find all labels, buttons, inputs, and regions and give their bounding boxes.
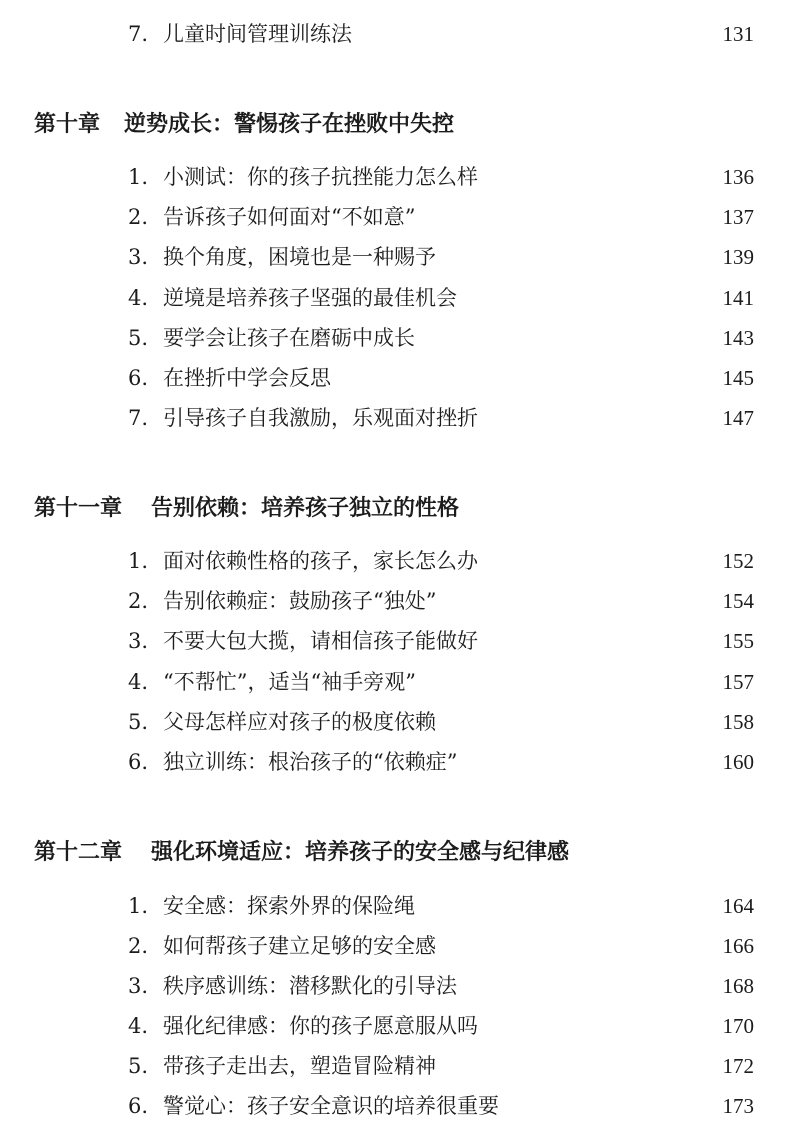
entry-title: 独立训练：根治孩子的“依赖症” [163, 750, 458, 774]
entry-number: 6. [128, 750, 149, 774]
chapter-label: 第十章 [34, 111, 101, 137]
entry-title: 安全感：探索外界的保险绳 [163, 894, 415, 918]
toc-entry [0, 1046, 790, 1086]
entry-number: 5. [128, 710, 149, 734]
entry-number: 4. [128, 286, 149, 310]
entry-number: 7. [128, 22, 149, 46]
entry-title: 儿童时间管理训练法 [163, 22, 352, 46]
chapter-label: 第十一章 [34, 495, 123, 521]
entry-title: “不帮忙”，适当“袖手旁观” [163, 670, 416, 694]
entry-page-number: 157 [722, 670, 754, 694]
entry-number: 1. [128, 165, 149, 189]
toc-entry [0, 197, 790, 237]
entry-page-number: 173 [722, 1094, 754, 1118]
entry-page-number: 172 [722, 1054, 754, 1078]
entry-page-number: 143 [722, 326, 754, 350]
toc-entry [0, 926, 790, 966]
entry-number: 5. [128, 326, 149, 350]
entry-number: 3. [128, 974, 149, 998]
toc-entry [0, 541, 790, 581]
chapter-heading [0, 832, 790, 872]
entry-page-number: 168 [722, 974, 754, 998]
toc-entry [0, 621, 790, 661]
toc-entry [0, 581, 790, 621]
entry-number: 2. [128, 205, 149, 229]
entry-number: 6. [128, 366, 149, 390]
entry-number: 6. [128, 1094, 149, 1118]
chapter-heading [0, 488, 790, 528]
chapter-label: 第十二章 [34, 839, 123, 865]
entry-title: 不要大包大揽，请相信孩子能做好 [163, 629, 478, 653]
entry-page-number: 158 [722, 710, 754, 734]
entry-number: 3. [128, 245, 149, 269]
chapter-title: 逆势成长：警惕孩子在挫败中失控 [124, 111, 455, 137]
entry-page-number: 170 [722, 1014, 754, 1038]
toc-entry [0, 398, 790, 438]
toc-entry [0, 702, 790, 742]
entry-page-number: 139 [722, 245, 754, 269]
entry-page-number: 154 [722, 589, 754, 613]
entry-number: 1. [128, 894, 149, 918]
toc-entry [0, 1086, 790, 1126]
entry-page-number: 147 [722, 406, 754, 430]
entry-title: 如何帮孩子建立足够的安全感 [163, 934, 436, 958]
entry-number: 2. [128, 589, 149, 613]
entry-page-number: 152 [722, 549, 754, 573]
entry-page-number: 141 [722, 286, 754, 310]
entry-page-number: 131 [722, 22, 754, 46]
entry-page-number: 137 [722, 205, 754, 229]
entry-title: 小测试：你的孩子抗挫能力怎么样 [163, 165, 478, 189]
toc-entry [0, 318, 790, 358]
entry-title: 面对依赖性格的孩子，家长怎么办 [163, 549, 478, 573]
entry-title: 在挫折中学会反思 [163, 366, 331, 390]
toc-entry [0, 886, 790, 926]
toc-entry [0, 662, 790, 702]
entry-title: 告别依赖症：鼓励孩子“独处” [163, 589, 437, 613]
entry-title: 强化纪律感：你的孩子愿意服从吗 [163, 1014, 478, 1038]
toc-entry [0, 14, 790, 54]
entry-page-number: 166 [722, 934, 754, 958]
entry-number: 4. [128, 1014, 149, 1038]
entry-number: 4. [128, 670, 149, 694]
entry-title: 带孩子走出去，塑造冒险精神 [163, 1054, 436, 1078]
entry-page-number: 160 [722, 750, 754, 774]
toc-entry [0, 966, 790, 1006]
chapter-title: 强化环境适应：培养孩子的安全感与纪律感 [151, 839, 570, 865]
entry-page-number: 164 [722, 894, 754, 918]
entry-title: 秩序感训练：潜移默化的引导法 [163, 974, 457, 998]
entry-number: 3. [128, 629, 149, 653]
toc-entry [0, 742, 790, 782]
toc-entry [0, 157, 790, 197]
entry-title: 要学会让孩子在磨砺中成长 [163, 326, 415, 350]
toc-entry [0, 237, 790, 277]
entry-title: 逆境是培养孩子坚强的最佳机会 [163, 286, 457, 310]
chapter-heading [0, 104, 790, 144]
entry-number: 2. [128, 934, 149, 958]
entry-title: 告诉孩子如何面对“不如意” [163, 205, 416, 229]
entry-page-number: 155 [722, 629, 754, 653]
entry-title: 警觉心：孩子安全意识的培养很重要 [163, 1094, 499, 1118]
toc-entry [0, 1006, 790, 1046]
entry-page-number: 145 [722, 366, 754, 390]
toc-entry [0, 278, 790, 318]
entry-page-number: 136 [722, 165, 754, 189]
entry-title: 引导孩子自我激励，乐观面对挫折 [163, 406, 478, 430]
entry-title: 父母怎样应对孩子的极度依赖 [163, 710, 436, 734]
entry-number: 5. [128, 1054, 149, 1078]
toc-entry [0, 358, 790, 398]
entry-number: 1. [128, 549, 149, 573]
entry-title: 换个角度，困境也是一种赐予 [163, 245, 436, 269]
chapter-title: 告别依赖：培养孩子独立的性格 [151, 495, 460, 521]
entry-number: 7. [128, 406, 149, 430]
